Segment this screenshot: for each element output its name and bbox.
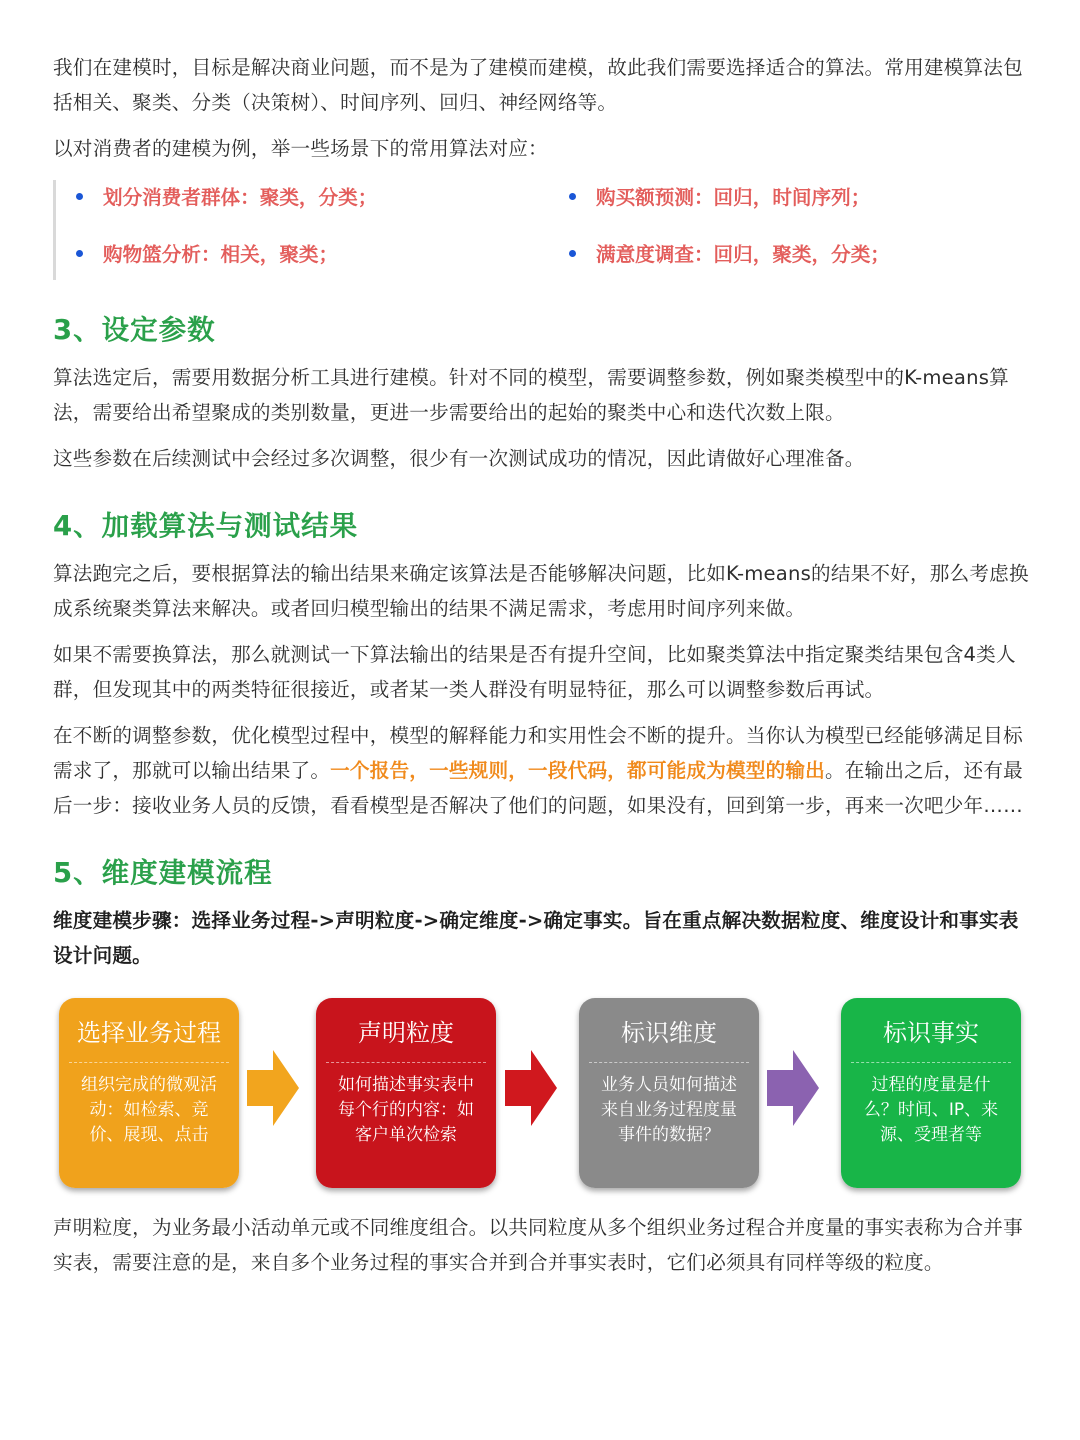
highlighted-text: 一个报告，一些规则，一段代码，都可能成为模型的输出 bbox=[330, 759, 825, 782]
intro-example-paragraph: 以对消费者的建模为例，举一些场景下的常用算法对应： bbox=[53, 137, 548, 160]
paragraph-text: 。在输出之后，还有最后一步：接收业务人员的反馈，看看模型是否解决了他们的问题，如果没有，回到第一步，再来一次吧少年…… bbox=[53, 759, 1023, 817]
card-description: 过程的度量是什么？时间、IP、来源、受理者等 bbox=[863, 1075, 999, 1145]
section3-paragraph: 这些参数在后续测试中会经过多次调整，很少有一次测试成功的情况，因此请做好心理准备。 bbox=[53, 447, 865, 470]
highlight-item bbox=[76, 183, 377, 213]
process-card bbox=[579, 998, 759, 1188]
section5-closing-paragraph: 声明粒度，为业务最小活动单元或不同维度组合。以共同粒度从多个组织业务过程合并度量的事实表称为合并事实表，需要注意的是，来自多个业务过程的事实合并到合并事实表时，它们必须具有同样等级的粒度。 bbox=[53, 1216, 1023, 1274]
arrow-right-icon bbox=[501, 1046, 561, 1130]
section4-paragraph bbox=[53, 718, 1033, 823]
highlight-item bbox=[569, 240, 890, 270]
algorithm-highlight-box bbox=[53, 180, 1033, 280]
highlight-text: 满意度调查：回归，聚类，分类； bbox=[596, 243, 890, 266]
section4-paragraph: 算法跑完之后，要根据算法的输出结果来确定该算法是否能够解决问题，比如K-means的结果不好，那么考虑换成系统聚类算法来解决。或者回归模型输出的结果不满足需求，考虑用时间序列来做。 bbox=[53, 562, 1029, 620]
card-title: 标识维度 bbox=[589, 998, 749, 1063]
section-heading: 5、维度建模流程 bbox=[53, 857, 273, 889]
section5-lead: 维度建模步骤：选择业务过程->声明粒度->确定维度->确定事实。旨在重点解决数据粒度、维度设计和事实表设计问题。 bbox=[53, 909, 1019, 967]
highlight-item bbox=[569, 183, 870, 213]
bullet-icon bbox=[76, 250, 83, 257]
arrow-right-icon bbox=[243, 1046, 303, 1130]
intro-paragraph: 我们在建模时，目标是解决商业问题，而不是为了建模而建模，故此我们需要选择适合的算法。常用建模算法包括相关、聚类、分类（决策树）、时间序列、回归、神经网络等。 bbox=[53, 56, 1023, 114]
card-description: 业务人员如何描述来自业务过程度量事件的数据？ bbox=[601, 1075, 737, 1145]
highlight-text: 购物篮分析：相关，聚类； bbox=[103, 243, 339, 266]
card-title: 选择业务过程 bbox=[69, 998, 229, 1063]
bullet-icon bbox=[569, 193, 576, 200]
bullet-icon bbox=[76, 193, 83, 200]
card-description: 如何描述事实表中每个行的内容：如客户单次检索 bbox=[338, 1075, 474, 1145]
card-title: 声明粒度 bbox=[326, 998, 486, 1063]
arrow-right-icon bbox=[763, 1046, 823, 1130]
process-card bbox=[316, 998, 496, 1188]
card-title: 标识事实 bbox=[851, 998, 1011, 1063]
section-heading: 3、设定参数 bbox=[53, 314, 216, 346]
card-description: 组织完成的微观活动：如检索、竞价、展现、点击 bbox=[81, 1075, 217, 1145]
process-card bbox=[59, 998, 239, 1188]
bullet-icon bbox=[569, 250, 576, 257]
section3-paragraph: 算法选定后，需要用数据分析工具进行建模。针对不同的模型，需要调整参数，例如聚类模型中的K-means算法，需要给出希望聚成的类别数量，更进一步需要给出的起始的聚类中心和迭代次数上限。 bbox=[53, 366, 1009, 424]
dimensional-modeling-flow bbox=[53, 984, 1033, 1196]
paragraph-text: 在不断的调整参数，优化模型过程中，模型的解释能力和实用性会不断的提升。当你认为模型已经能够满足目标需求了，那就可以输出结果了。 bbox=[53, 724, 1023, 782]
section-heading: 4、加载算法与测试结果 bbox=[53, 510, 359, 542]
article-content bbox=[53, 50, 1033, 1291]
highlight-text: 划分消费者群体：聚类，分类； bbox=[103, 186, 378, 209]
process-card bbox=[841, 998, 1021, 1188]
highlight-text: 购买额预测：回归，时间序列； bbox=[596, 186, 871, 209]
highlight-item bbox=[76, 240, 338, 270]
section4-paragraph: 如果不需要换算法，那么就测试一下算法输出的结果是否有提升空间，比如聚类算法中指定聚类结果包含4类人群，但发现其中的两类特征很接近，或者某一类人群没有明显特征，那么可以调整参数后再试。 bbox=[53, 643, 1016, 701]
